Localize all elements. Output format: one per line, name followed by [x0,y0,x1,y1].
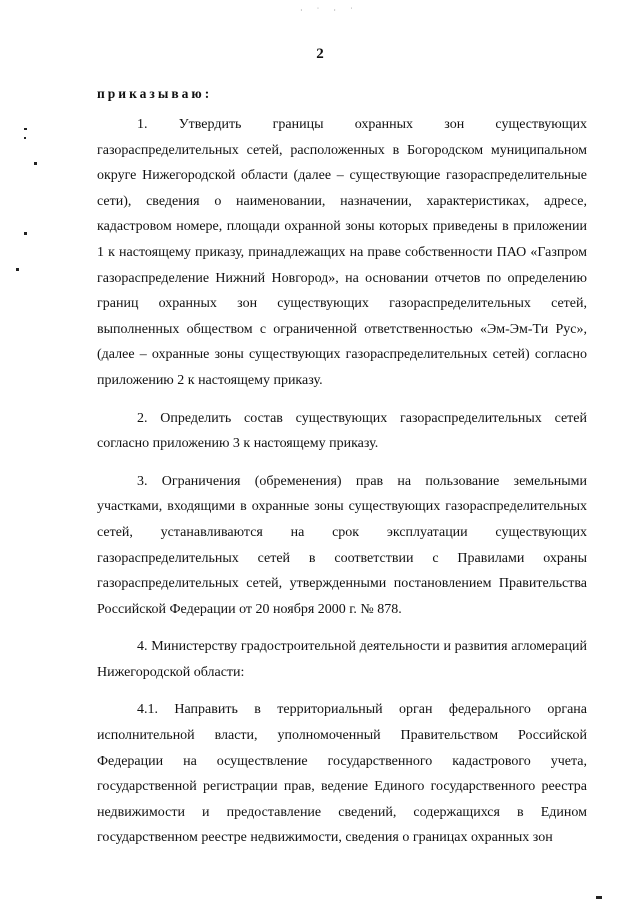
paragraph-3: 3. Ограничения (обременения) прав на пользование земельными участками, входящими в охранные зоны существующих газораспределительных сетей, устанавливаются на срок эксплуатации существующих газораспределительных сетей в соответствии с Правилами охраны газораспределительных сетей, утвержденными постановлением Правительства Российской Федерации от 20 ноября 2000 г. № 878. [97,473,587,617]
page-number: 2 [316,46,324,62]
scan-mark [596,896,602,899]
scan-mark [24,232,27,235]
paragraph-1: 1. Утвердить границы охранных зон существующих газораспределительных сетей, расположенных в Богородском муниципальном округе Нижегородской области (далее – существующие газораспределительные сети), сведения о наименовании, назначении, характеристиках, адресе, кадастровом номере, площади охранной зоны которых приведены в приложении 1 к настоящему приказу, принадлежащих на праве собственности ПАО «Газпром газораспределение Нижний Новгород», на основании отчетов по определению границ охранных зон существующих газораспределительных сетей, выполненных обществом с ограниченной ответственностью «Эм-Эм-Ти Рус», (далее – охранные зоны существующих газораспределительных сетей) согласно приложению 2 к настоящему приказу. [97,117,587,388]
scan-mark [24,128,27,130]
paragraph-2: 2. Определить состав существующих газораспределительных сетей согласно приложению 3 к настоящему приказу. [97,410,587,452]
scan-mark [34,162,37,165]
paragraph-4: 4. Министерству градостроительной деятельности и развития агломераций Нижегородской области: [97,639,587,680]
order-heading: приказываю: [97,86,213,101]
scan-specks: · ˙ · ˙ [300,6,359,15]
scan-mark [24,137,26,139]
document-body [97,112,587,851]
scan-mark [16,268,19,271]
paragraph-4-1: 4.1. Направить в территориальный орган федерального органа исполнительной власти, уполномоченный Правительством Российской Федерации на осуществление государственного кадастрового учета, государственной регистрации прав, ведение Единого государственного реестра недвижимости и предоставление сведений, содержащихся в Едином государственном реестре недвижимости, сведения о границах охранных зон [97,702,587,846]
